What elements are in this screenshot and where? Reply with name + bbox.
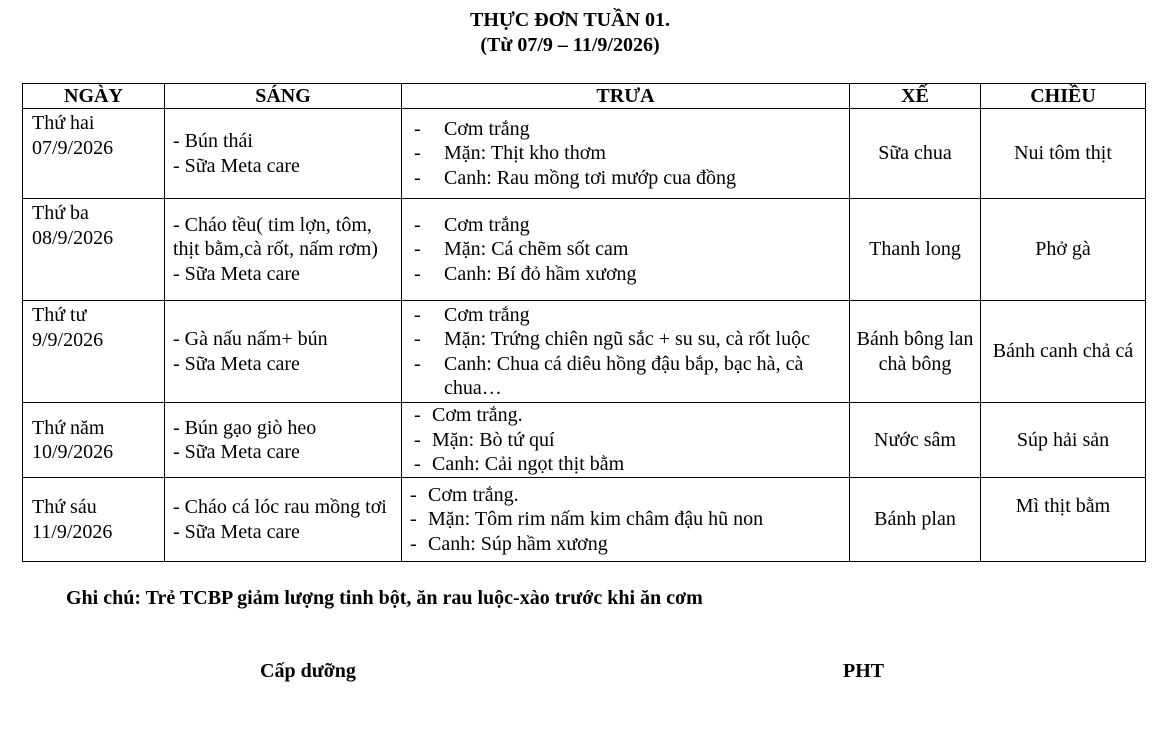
day-name: Thứ ba (32, 202, 89, 224)
day-cell (23, 199, 165, 301)
breakfast-item: - Sữa Meta care (173, 352, 300, 375)
lunch-cell (402, 199, 850, 301)
column-header-xe: XẾ (850, 84, 981, 109)
page-subtitle: (Từ 07/9 – 11/9/2026) (480, 34, 660, 56)
lunch-cell (402, 478, 850, 562)
snack-cell: Bánh plan (850, 478, 981, 562)
table-row (23, 301, 1146, 403)
table-row (23, 478, 1146, 562)
snack-cell: Thanh long (850, 199, 981, 301)
lunch-item: - Cơm trắng (414, 213, 530, 236)
lunch-item: - Mặn: Thịt kho thơm (414, 142, 606, 165)
breakfast-item: - Sữa Meta care (173, 520, 300, 543)
lunch-item: - Canh: Cải ngọt thịt bằm (414, 453, 625, 476)
signature-vice-principal: PHT (843, 660, 885, 682)
lunch-item: - Canh: Bí đỏ hầm xương (414, 262, 637, 285)
lunch-item: - Cơm trắng. (410, 483, 519, 506)
breakfast-item: - Sữa Meta care (173, 154, 300, 177)
page-title: THỰC ĐƠN TUẦN 01. (469, 9, 670, 31)
breakfast-item: - Gà nấu nấm+ bún (173, 328, 328, 350)
lunch-item: - Canh: Chua cá diêu hồng đậu bắp, bạc hà, cà chua… (414, 352, 804, 399)
column-header-sang: SÁNG (165, 84, 402, 109)
lunch-item: - Canh: Súp hầm xương (410, 532, 608, 555)
afternoon-cell: Bánh canh chả cá (981, 301, 1146, 403)
breakfast-item: - Sữa Meta care (173, 262, 300, 285)
lunch-item: - Canh: Rau mồng tơi mướp cua đồng (414, 166, 736, 189)
breakfast-cell (165, 478, 402, 562)
day-cell (23, 478, 165, 562)
day-date: 11/9/2026 (32, 520, 113, 543)
lunch-cell (402, 109, 850, 199)
afternoon-cell: Súp hải sản (981, 403, 1146, 478)
breakfast-item: - Cháo tều( tim lợn, tôm, thịt bằm,cà rốt, nấm rơm) (173, 213, 378, 261)
day-name: Thứ hai (32, 112, 95, 134)
breakfast-item: - Bún thái (173, 130, 253, 152)
breakfast-cell (165, 403, 402, 478)
lunch-item: - Cơm trắng (414, 303, 530, 326)
lunch-cell (402, 301, 850, 403)
afternoon-cell: Phở gà (981, 199, 1146, 301)
lunch-item: - Mặn: Bò tứ quí (414, 428, 555, 451)
breakfast-cell (165, 109, 402, 199)
day-date: 07/9/2026 (32, 136, 114, 159)
day-name: Thứ sáu (32, 496, 97, 518)
breakfast-cell (165, 301, 402, 403)
table-row (23, 403, 1146, 478)
lunch-item: - Mặn: Cá chẽm sốt cam (414, 238, 629, 261)
snack-cell: Bánh bông lan chà bông (850, 301, 981, 403)
lunch-item: - Cơm trắng (414, 117, 530, 140)
day-name: Thứ năm (32, 416, 105, 439)
menu-table (22, 83, 1146, 562)
day-cell (23, 301, 165, 403)
day-name: Thứ tư (32, 304, 87, 326)
snack-cell: Sữa chua (850, 109, 981, 199)
lunch-item: - Mặn: Tôm rim nấm kim châm đậu hũ non (410, 508, 764, 531)
signature-cook: Cấp dưỡng (260, 660, 356, 682)
table-row (23, 109, 1146, 199)
day-date: 10/9/2026 (32, 441, 114, 463)
column-header-trua: TRƯA (402, 84, 850, 109)
day-date: 9/9/2026 (32, 328, 104, 351)
table-row (23, 199, 1146, 301)
day-cell (23, 109, 165, 199)
snack-cell: Nước sâm (850, 403, 981, 478)
lunch-item: - Mặn: Trứng chiên ngũ sắc + su su, cà rốt luộc (414, 328, 810, 350)
breakfast-item: - Sữa Meta care (173, 441, 300, 463)
day-cell (23, 403, 165, 478)
afternoon-cell: Nui tôm thịt (981, 109, 1146, 199)
afternoon-cell: Mì thịt bằm (981, 478, 1146, 562)
column-header-ngay: NGÀY (23, 84, 165, 109)
breakfast-item: - Bún gạo giò heo (173, 416, 317, 439)
day-date: 08/9/2026 (32, 226, 114, 249)
footnote: Ghi chú: Trẻ TCBP giảm lượng tinh bột, ăn rau luộc-xào trước khi ăn cơm (66, 587, 703, 609)
breakfast-cell (165, 199, 402, 301)
table-header-row (23, 84, 1146, 109)
column-header-chieu: CHIỀU (981, 84, 1146, 109)
lunch-cell (402, 403, 850, 478)
lunch-item: - Cơm trắng. (414, 404, 523, 427)
breakfast-item: - Cháo cá lóc rau mồng tơi (173, 496, 387, 518)
